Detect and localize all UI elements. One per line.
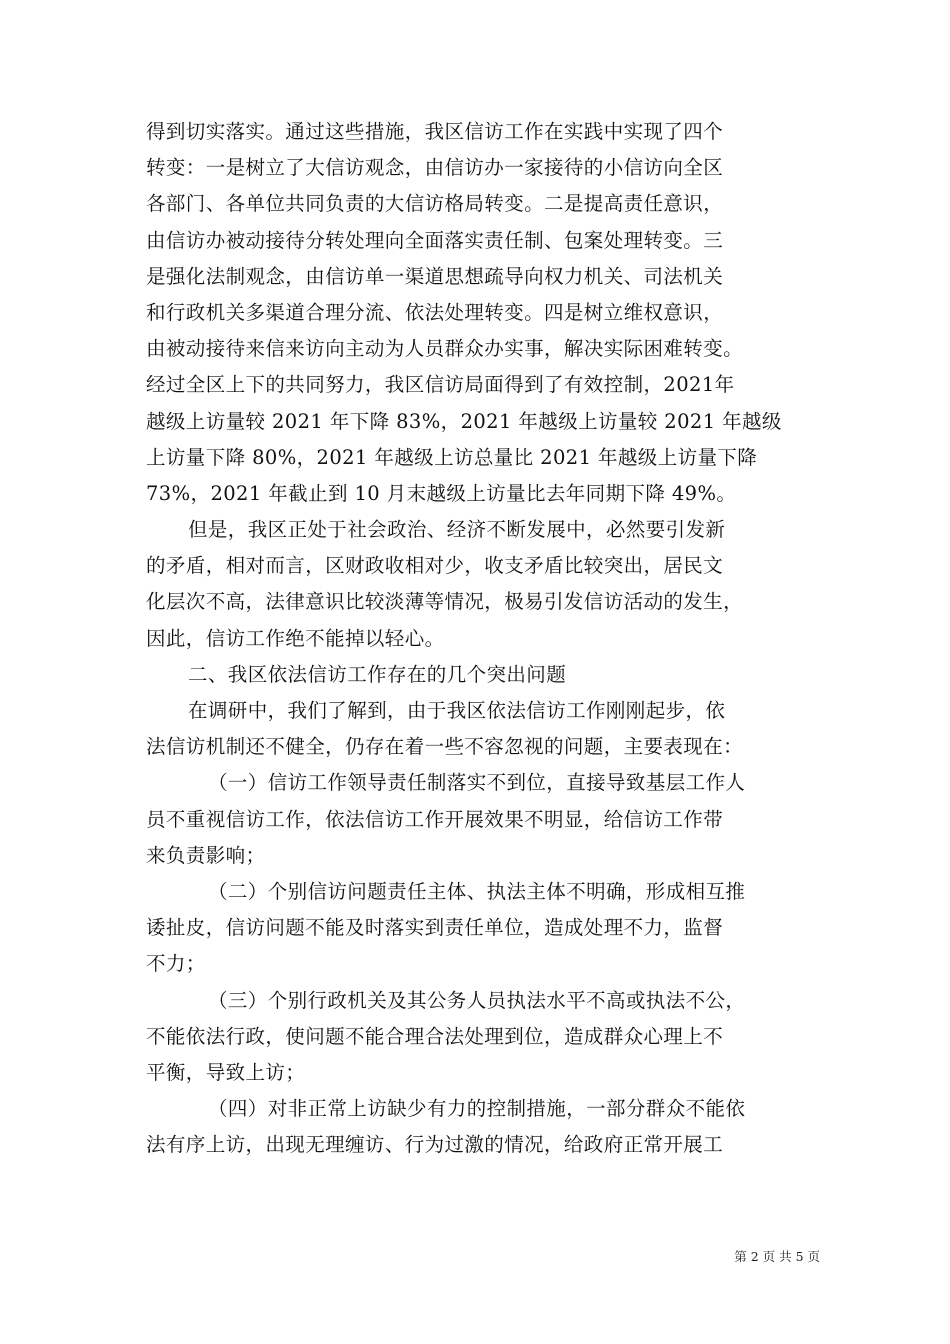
text-line: 转变：一是树立了大信访观念，由信访办一家接待的小信访向全区 (146, 156, 724, 180)
text-line: 由被动接待来信来访向主动为人员群众办实事，解决实际困难转变。 (146, 337, 744, 361)
text-line: 在调研中，我们了解到，由于我区依法信访工作刚刚起步，依 (188, 699, 726, 722)
text-line: 得到切实落实。通过这些措施，我区信访工作在实践中实现了四个 (146, 120, 724, 143)
list-item-4 (146, 1091, 811, 1163)
paragraph-however (146, 512, 811, 657)
page-number: 第 2 页 共 5 页 (734, 1249, 820, 1264)
list-item-3 (146, 983, 811, 1092)
text-line: 但是，我区正处于社会政治、经济不断发展中，必然要引发新 (188, 518, 726, 542)
list-item-2 (146, 874, 811, 983)
text-line: 诿扯皮，信访问题不能及时落实到责任单位，造成处理不力，监督 (146, 916, 724, 940)
text-line: （一）信访工作领导责任制落实不到位，直接导致基层工作人 (208, 771, 746, 795)
text-line: 上访量下降 80%，2021 年越级上访总量比 2021 年越级上访量下降 (146, 445, 758, 469)
text-line: 化层次不高，法律意识比较淡薄等情况，极易引发信访活动的发生， (146, 590, 744, 614)
text-line: 法有序上访，出现无理缠访、行为过激的情况，给政府正常开展工 (146, 1133, 724, 1157)
text-line: （三）个别行政机关及其公务人员执法水平不高或执法不公， (208, 988, 746, 1012)
text-line: 73%，2021 年截止到 10 月末越级上访量比去年同期下降 49%。 (146, 481, 737, 505)
text-line: 是强化法制观念，由信访单一渠道思想疏导向权力机关、司法机关 (146, 264, 724, 288)
text-line: 法信访机制还不健全，仍存在着一些不容忽视的问题，主要表现在： (146, 735, 744, 759)
text-line: （二）个别信访问题责任主体、执法主体不明确，形成相互推 (208, 879, 746, 903)
text-line: 平衡，导致上访； (146, 1060, 306, 1084)
section-heading: 二、我区依法信访工作存在的几个突出问题 (188, 662, 567, 686)
text-line: 员不重视信访工作，依法信访工作开展效果不明显，给信访工作带 (146, 807, 724, 831)
text-line: 和行政机关多渠道合理分流、依法处理转变。四是树立维权意识， (146, 300, 724, 324)
text-line: 的矛盾，相对而言，区财政收相对少，收支矛盾比较突出，居民文 (146, 554, 724, 578)
text-line: （四）对非正常上访缺少有力的控制措施，一部分群众不能依 (208, 1097, 746, 1121)
text-line: 越级上访量较 2021 年下降 83%，2021 年越级上访量较 2021 年越级 (146, 409, 782, 433)
paragraph-achievements (146, 114, 811, 512)
document-body (146, 114, 811, 1163)
text-line: 因此，信访工作绝不能掉以轻心。 (146, 626, 445, 650)
text-line: 由信访办被动接待分转处理向全面落实责任制、包案处理转变。三 (146, 228, 724, 252)
text-line: 不力； (146, 952, 206, 976)
text-line: 经过全区上下的共同努力，我区信访局面得到了有效控制，2021年 (146, 373, 735, 397)
text-line: 来负责影响； (146, 843, 266, 867)
list-item-1 (146, 765, 811, 874)
paragraph-research (146, 693, 811, 765)
text-line: 不能依法行政，使问题不能合理合法处理到位，造成群众心理上不 (146, 1024, 724, 1048)
text-line: 各部门、各单位共同负责的大信访格局转变。二是提高责任意识， (146, 192, 724, 216)
